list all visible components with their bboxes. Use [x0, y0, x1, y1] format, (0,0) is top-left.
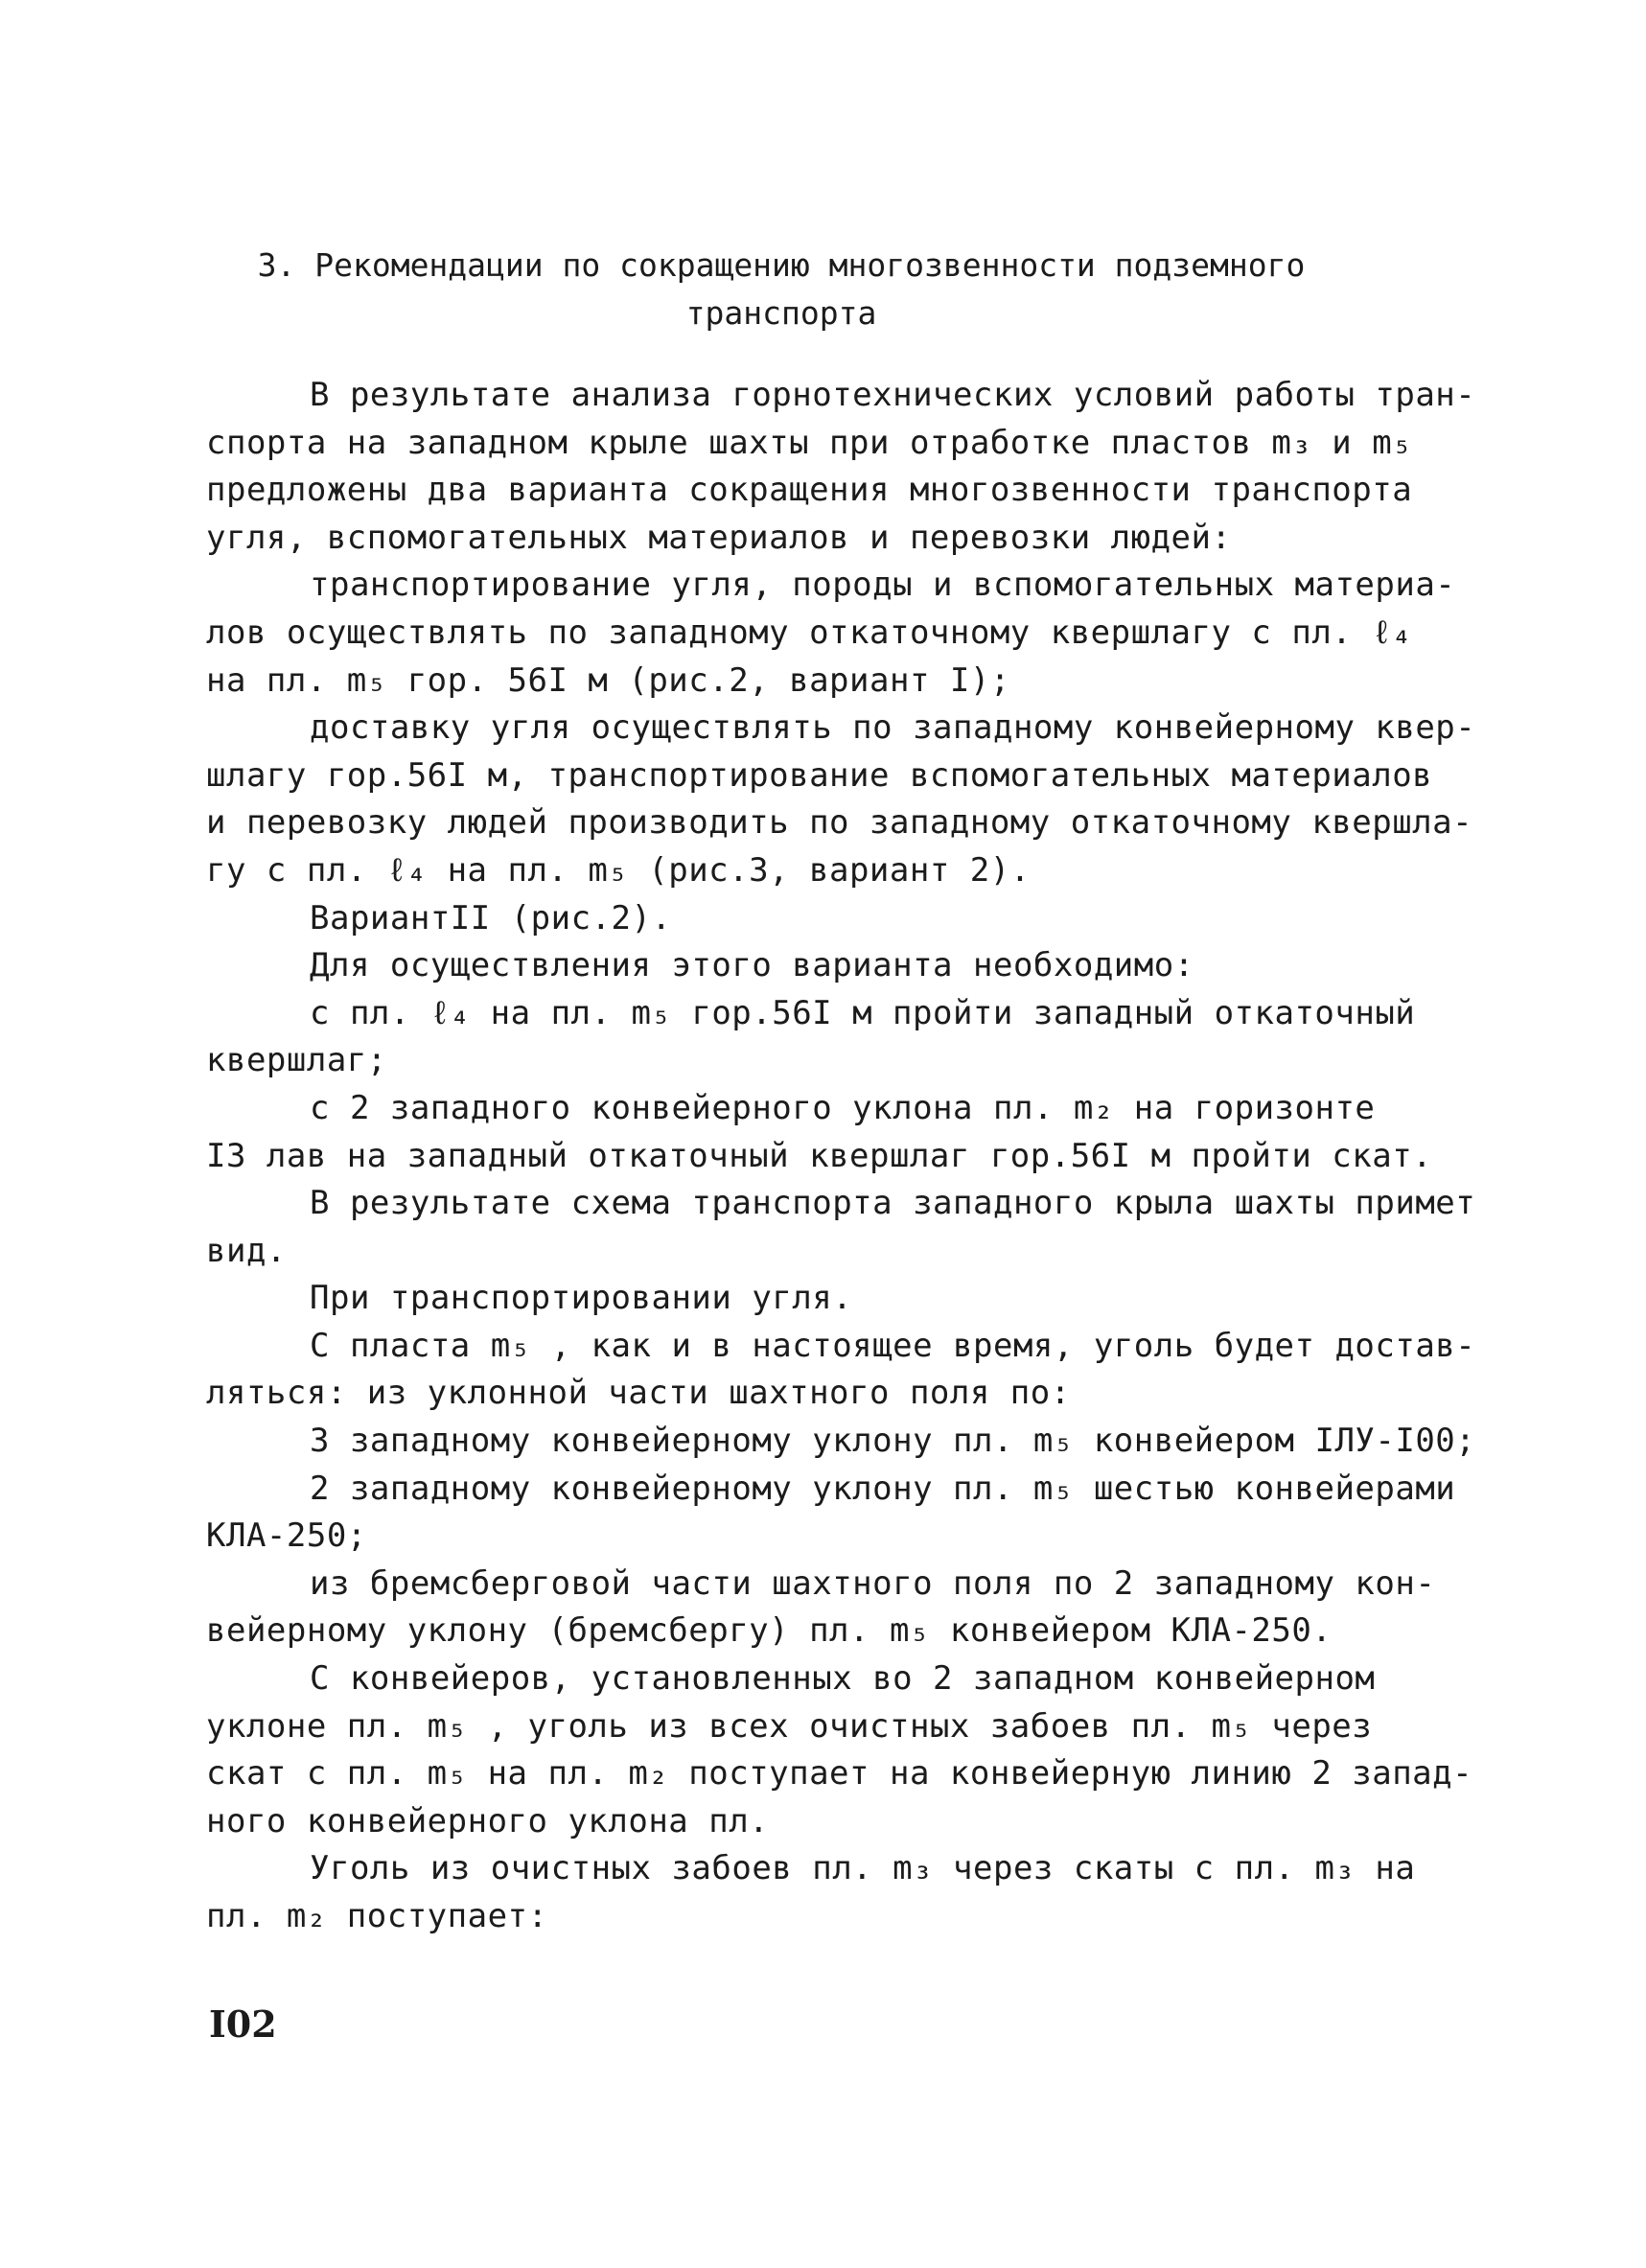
text-line: скат с пл. m₅ на пл. m₂ поступает на конвейерную линию 2 запад- — [206, 1754, 1473, 1794]
text-line: 3 западному конвейерному уклону пл. m₅ конвейером IЛУ-I00; — [310, 1422, 1476, 1461]
text-line: В результате анализа горнотехнических условий работы тран- — [310, 376, 1476, 414]
text-line: В результате схема транспорта западного крыла шахты примет — [310, 1184, 1476, 1223]
text-line: ного конвейерного уклона пл. — [206, 1801, 770, 1840]
text-line: уклоне пл. m₅ , уголь из всех очистных забоев пл. m₅ через — [206, 1706, 1373, 1746]
text-line: При транспортировании угля. — [310, 1279, 853, 1318]
text-line: вид. — [206, 1231, 287, 1270]
text-line: ляться: из уклонной части шахтного поля по: — [206, 1374, 1071, 1413]
text-line: Уголь из очистных забоев пл. m₃ через скаты с пл. m₃ на — [310, 1849, 1416, 1888]
text-line: квершлаг; — [206, 1041, 387, 1080]
text-line: с 2 западного конвейерного уклона пл. m₂ на горизонте — [310, 1088, 1376, 1127]
text-line: лов осуществлять по западному откаточному квершлагу с пл. ℓ₄ — [206, 613, 1413, 652]
text-line: КЛА-250; — [206, 1516, 367, 1556]
text-line: спорта на западном крыле шахты при отработке пластов m₃ и m₅ — [206, 423, 1413, 462]
body-text — [206, 372, 1476, 1941]
text-line: предложены два варианта сокращения многозвенности транспорта — [206, 471, 1413, 510]
text-line: доставку угля осуществлять по западному конвейерному квер- — [310, 708, 1476, 748]
text-line: ВариантII (рис.2). — [310, 898, 672, 937]
text-line: из бремсберговой части шахтного поля по 2 западному кон- — [310, 1563, 1436, 1603]
text-line: угля, вспомогательных материалов и перевозки людей: — [206, 518, 1232, 557]
text-line: транспортирование угля, породы и вспомогательных материа- — [310, 566, 1456, 605]
text-line: С пласта m₅ , как и в настоящее время, уголь будет достав- — [310, 1326, 1476, 1365]
section-heading-line-1: 3. Рекомендации по сокращению многозвенности подземного — [257, 246, 1306, 284]
text-line: и перевозку людей производить по западному откаточному квершла- — [206, 803, 1473, 843]
text-line: 2 западному конвейерному уклону пл. m₅ шестью конвейерами — [310, 1469, 1456, 1508]
text-line: I3 лав на западный откаточный квершлаг гор.56I м пройти скат. — [206, 1136, 1433, 1175]
text-line: на пл. m₅ гор. 56I м (рис.2, вариант I); — [206, 660, 1010, 700]
text-line: С конвейеров, установленных во 2 западном конвейерном — [310, 1659, 1376, 1699]
text-line: с пл. ℓ₄ на пл. m₅ гор.56I м пройти западный откаточный — [310, 993, 1416, 1032]
text-line: гу с пл. ℓ₄ на пл. m₅ (рис.3, вариант 2). — [206, 850, 1031, 890]
text-line: шлагу гор.56I м, транспортирование вспомогательных материалов — [206, 755, 1433, 795]
section-heading — [192, 242, 1371, 337]
text-line: пл. m₂ поступает: — [206, 1897, 548, 1935]
text-line: Для осуществления этого варианта необходимо: — [310, 946, 1194, 985]
section-heading-line-2: транспорта — [685, 294, 877, 332]
text-line: вейерному уклону (бремсбергу) пл. m₅ конвейером КЛА-250. — [206, 1611, 1333, 1651]
page-number: I02 — [209, 2002, 277, 2046]
